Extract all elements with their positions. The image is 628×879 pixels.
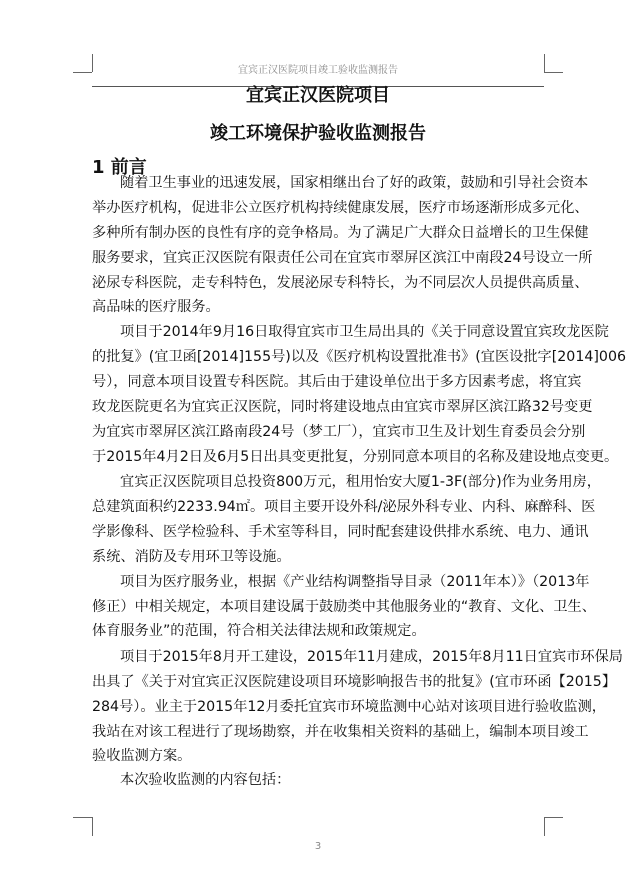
text-line: 玫龙医院更名为宜宾正汉医院，同时将建设地点由宜宾市翠屏区滨江路32号变更 [92, 399, 593, 415]
text-line: 修正）中相关规定，本项目建设属于鼓励类中其他服务业的“教育、文化、卫生、 [92, 599, 596, 615]
text-line: 多种所有制办医的良性有序的竞争格局。为了满足广大群众日益增长的卫生保健 [92, 225, 589, 241]
text-line: 总建筑面积约2233.94㎡。项目主要开设外科/泌尿外科专业、内科、麻醉科、医 [92, 499, 596, 515]
text-line: 体育服务业”的范围，符合相关法律法规和政策规定。 [92, 623, 426, 639]
corner-mark-bottom-right-h [544, 817, 563, 818]
text-line: 于2015年4月2日及6月5日出具变更批复，分别同意本项目的名称及建设地点变更。 [92, 449, 619, 465]
text-line: 学影像科、医学检验科、手术室等科目，同时配套建设供排水系统、电力、通讯 [92, 524, 589, 540]
text-line: 验收监测方案。 [92, 748, 192, 764]
text-line: 随着卫生事业的迅速发展，国家相继出台了好的政策，鼓励和引导社会资本 [120, 175, 589, 191]
text-line: 号），同意本项目设置专科医院。其后由于建设单位出于多方因素考虑，将宜宾 [92, 374, 582, 390]
text-line: 为宜宾市翠屏区滨江路南段24号（梦工厂），宜宾市卫生及计划生育委员会分别 [92, 424, 586, 440]
text-line: 本次验收监测的内容包括： [120, 772, 291, 788]
corner-mark-bottom-right-v [544, 817, 545, 836]
text-line: 项目为医疗服务业，根据《产业结构调整指导目录（2011年本）》（2013年 [120, 574, 590, 590]
text-line: 服务要求，宜宾正汉医院有限责任公司在宜宾市翠屏区滨江中南段24号设立一所 [92, 250, 593, 266]
document-title-line1: 宜宾正汉医院项目 [246, 85, 390, 106]
running-header: 宜宾正汉医院项目竣工验收监测报告 [238, 65, 398, 76]
text-line: 宜宾正汉医院项目总投资800万元，租用怡安大厦1-3F(部分)作为业务用房， [120, 474, 601, 490]
corner-mark-bottom-left-h [73, 817, 92, 818]
corner-mark-top-left-h [73, 72, 92, 73]
text-line: 举办医疗机构，促进非公立医疗机构持续健康发展，医疗市场逐渐形成多元化、 [92, 200, 589, 216]
corner-mark-top-right-v [544, 54, 545, 72]
section-heading: 1 前言 [92, 157, 147, 178]
text-line: 项目于2015年8月开工建设，2015年11月建成，2015年8月11日宜宾市环保局 [120, 649, 623, 665]
text-line: 284号）。业主于2015年12月委托宜宾市环境监测中心站对该项目进行验收监测， [92, 699, 606, 715]
corner-mark-bottom-left-v [92, 817, 93, 836]
page-number: 3 [314, 841, 322, 852]
text-line: 项目于2014年9月16日取得宜宾市卫生局出具的《关于同意设置宜宾玫龙医院 [120, 324, 609, 340]
text-line: 泌尿专科医院，走专科特色，发展泌尿专科特长，为不同层次人员提供高质量、 [92, 275, 589, 291]
text-line: 我站在对该工程进行了现场勘察，并在收集相关资料的基础上，编制本项目竣工 [92, 724, 589, 740]
text-line: 高品味的医疗服务。 [92, 299, 220, 315]
document-title-line2: 竣工环境保护验收监测报告 [210, 123, 426, 144]
text-line: 系统、消防及专用环卫等设施。 [92, 549, 291, 565]
text-line: 的批复》(宜卫函[2014]155号)以及《医疗机构设置批准书》(宜医设批字[2014]006 [92, 349, 626, 365]
corner-mark-top-right-h [544, 72, 563, 73]
text-line: 出具了《关于对宜宾正汉医院建设项目环境影响报告书的批复》(宜市环函【2015】 [92, 674, 617, 690]
